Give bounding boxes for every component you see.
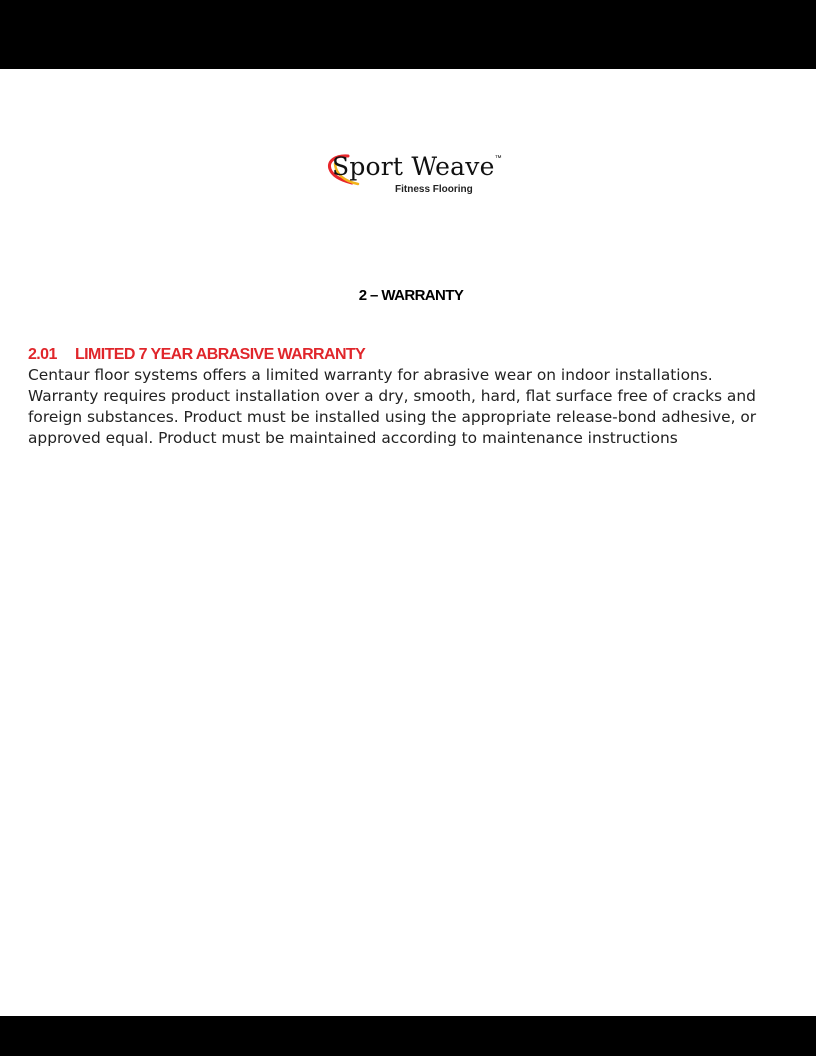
- body-line: approved equal. Product must be maintained according to maintenance instructions: [28, 429, 678, 447]
- warranty-body: [28, 365, 798, 449]
- footer-bar: [0, 1016, 816, 1056]
- logo-tagline: Fitness Flooring: [395, 184, 473, 195]
- header-bar: [0, 0, 816, 69]
- subsection-title: LIMITED 7 YEAR ABRASIVE WARRANTY: [75, 346, 366, 363]
- logo-brand: Sport Weave: [332, 152, 495, 181]
- logo-wordmark: [332, 152, 502, 181]
- body-line: foreign substances. Product must be installed using the appropriate release-bond adhesive, or: [28, 408, 757, 426]
- body-line: Warranty requires product installation over a dry, smooth, hard, flat surface free of cracks and: [28, 387, 756, 405]
- subsection-number: 2.01: [28, 346, 57, 363]
- body-line: Centaur floor systems offers a limited warranty for abrasive wear on indoor installations.: [28, 366, 713, 384]
- section-title: 2 – WARRANTY: [358, 287, 464, 304]
- logo-trademark: ™: [494, 155, 502, 162]
- subsection-heading: [28, 345, 798, 365]
- warranty-subsection: [28, 345, 798, 449]
- sport-weave-logo: [326, 150, 502, 200]
